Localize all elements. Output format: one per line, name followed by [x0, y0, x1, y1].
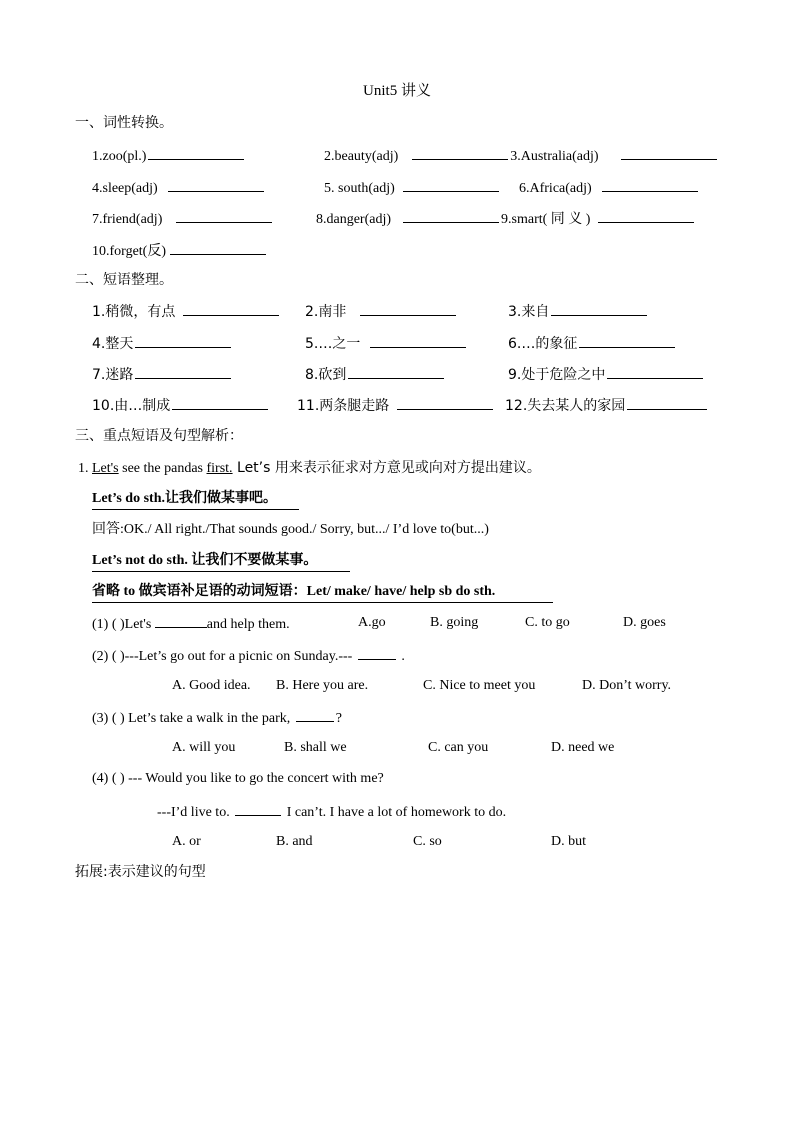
question-stem: (3) ( ) Let’s take a walk in the park, ?	[92, 708, 342, 728]
option-c[interactable]: C. Nice to meet you	[423, 678, 536, 693]
extension-heading: 拓展:表示建议的句型	[75, 864, 206, 880]
option-b[interactable]: B. going	[430, 615, 479, 630]
wordform-item: 5. south(adj)	[324, 178, 501, 198]
option-b[interactable]: B. and	[276, 834, 313, 849]
answer-blank[interactable]	[403, 209, 499, 223]
wordform-item: 8.danger(adj) 9.smart( 同 义 )	[316, 209, 696, 229]
option-a[interactable]: A. will you	[172, 740, 236, 755]
answer-blank[interactable]	[170, 241, 266, 255]
option-d[interactable]: D. but	[551, 834, 586, 849]
option-d[interactable]: D. goes	[623, 615, 666, 630]
answer-blank[interactable]	[397, 396, 493, 410]
option-d[interactable]: D. Don’t worry.	[582, 678, 672, 693]
phrase-item: 7.迷路	[92, 365, 233, 384]
option-a[interactable]: A. Good idea.	[172, 678, 251, 693]
option-c[interactable]: C. can you	[428, 740, 489, 755]
wordform-item: 7.friend(adj)	[92, 209, 274, 229]
question-stem: (4) ( ) --- Would you like to go the concert with me?	[92, 771, 384, 786]
question-stem: (2) ( )---Let’s go out for a picnic on Sunday.--- .	[92, 646, 405, 666]
grammar-rule: Let’s do sth.让我们做某事吧。	[92, 491, 277, 506]
phrase-item: 2.南非	[305, 302, 458, 321]
answer-blank[interactable]	[168, 178, 264, 192]
answer-blank[interactable]	[579, 334, 675, 348]
option-c[interactable]: C. to go	[525, 615, 570, 630]
page-title: Unit5 讲义	[363, 83, 431, 99]
answer-blank[interactable]	[348, 365, 444, 379]
answer-blank[interactable]	[155, 614, 207, 628]
wordform-item: 2.beauty(adj) 3.Australia(adj)	[324, 146, 719, 166]
grammar-rule: Let’s not do sth. 让我们不要做某事。	[92, 553, 318, 568]
answer-blank[interactable]	[598, 209, 694, 223]
question-response: ---I’d live to. I can’t. I have a lot of homework to do.	[157, 802, 506, 822]
wordform-item: 4.sleep(adj)	[92, 178, 266, 198]
phrase-item: 3.来自	[508, 302, 649, 321]
option-b[interactable]: B. Here you are.	[276, 678, 369, 693]
answer-blank[interactable]	[412, 146, 508, 160]
answer-blank[interactable]	[176, 209, 272, 223]
answer-blank[interactable]	[358, 646, 396, 660]
answer-blank[interactable]	[551, 302, 647, 316]
rule-underline	[92, 602, 553, 603]
sample-answers: 回答:OK./ All right./That sounds good./ Sorry, but.../ I’d love to(but...)	[92, 522, 489, 537]
question-stem: (1) ( )Let's and help them.	[92, 614, 290, 634]
phrase-item: 11.两条腿走路	[297, 396, 495, 415]
answer-blank[interactable]	[621, 146, 717, 160]
phrase-item: 10.由…制成	[92, 396, 270, 415]
answer-blank[interactable]	[235, 802, 281, 816]
rule-underline	[92, 571, 350, 572]
wordform-item: 1.zoo(pl.)	[92, 146, 246, 166]
answer-blank[interactable]	[172, 396, 268, 410]
answer-blank[interactable]	[148, 146, 244, 160]
phrase-item: 9.处于危险之中	[508, 365, 705, 384]
answer-blank[interactable]	[135, 334, 231, 348]
option-c[interactable]: C. so	[413, 834, 442, 849]
phrase-item: 4.整天	[92, 334, 233, 353]
answer-blank[interactable]	[403, 178, 499, 192]
section-heading-analysis: 三、重点短语及句型解析：	[75, 428, 243, 444]
wordform-item: 10.forget(反)	[92, 241, 268, 261]
answer-blank[interactable]	[370, 334, 466, 348]
phrase-item: 12.失去某人的家园	[505, 396, 709, 415]
option-d[interactable]: D. need we	[551, 740, 615, 755]
key-sentence: 1. Let's see the pandas first. Let’s 用来表示征求对方意见或向对方提出建议。	[78, 460, 541, 476]
wordform-item: 6.Africa(adj)	[519, 178, 700, 198]
answer-blank[interactable]	[602, 178, 698, 192]
rule-underline	[92, 509, 299, 510]
option-a[interactable]: A. or	[172, 834, 201, 849]
answer-blank[interactable]	[607, 365, 703, 379]
answer-blank[interactable]	[183, 302, 279, 316]
answer-blank[interactable]	[360, 302, 456, 316]
phrase-item: 5.…之一	[305, 334, 468, 353]
phrase-item: 6.…的象征	[508, 334, 677, 353]
answer-blank[interactable]	[296, 708, 334, 722]
answer-blank[interactable]	[627, 396, 707, 410]
phrase-item: 1.稍微，有点	[92, 302, 281, 321]
section-heading-phrases: 二、短语整理。	[75, 272, 173, 288]
phrase-item: 8.砍到	[305, 365, 446, 384]
grammar-rule: 省略 to 做宾语补足语的动词短语：Let/ make/ have/ help sb do sth.	[92, 584, 496, 599]
answer-blank[interactable]	[135, 365, 231, 379]
option-b[interactable]: B. shall we	[284, 740, 347, 755]
section-heading-wordforms: 一、词性转换。	[75, 115, 173, 131]
option-a[interactable]: A.go	[358, 615, 386, 630]
